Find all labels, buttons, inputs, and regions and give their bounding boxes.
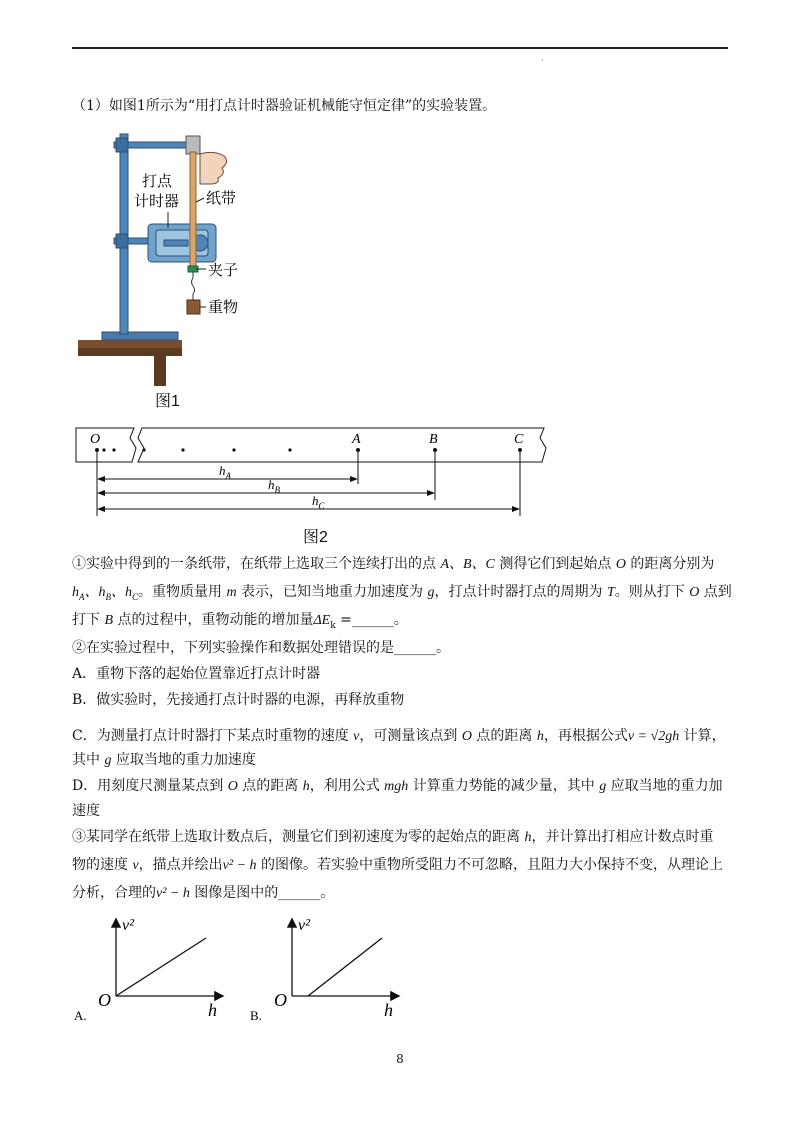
graph-A <box>72 910 232 1026</box>
label-timer-1: 打点 <box>142 172 173 190</box>
label-weight: 重物 <box>208 298 239 316</box>
label-hA: $h_A$ <box>219 463 231 481</box>
mid-clamp <box>116 234 128 248</box>
tape-dot <box>102 448 105 451</box>
paper-tape <box>190 152 196 268</box>
graph-B-line <box>308 938 382 996</box>
hand <box>200 152 227 184</box>
top-clip <box>186 136 200 154</box>
q1-line3: 打下 B 点的过程中，重物动能的增加量$\Delta E_k$ =______。 <box>72 612 408 631</box>
intro-text: （1）如图1所示为“用打点计时器验证机械能守恒定律”的实验装置。 <box>72 98 497 114</box>
tape-right-piece <box>138 428 546 462</box>
fig1-caption: 图1 <box>155 393 180 410</box>
tape-dot <box>232 448 235 451</box>
table-leg <box>154 356 166 386</box>
graph-B-xlabel: h <box>384 1000 393 1020</box>
graph-A-xlabel: h <box>208 1000 217 1020</box>
dot-A <box>356 448 360 452</box>
label-O: O <box>90 432 101 447</box>
tape-dot <box>181 448 184 451</box>
timer-coil <box>164 240 188 246</box>
q1-line2: $h_A$、$h_B$、$h_C$。重物质量用 m 表示，已知当地重力加速度为 g，打点计时器打点的周期为 T。则从打下 O 点到 <box>72 584 732 602</box>
graph-B-origin: O <box>274 990 287 1010</box>
graph-A-line <box>116 938 206 996</box>
dot-O <box>95 448 99 452</box>
hook <box>192 278 195 294</box>
fig2-caption: 图2 <box>303 529 328 546</box>
q2-option-B: B．做实验时，先接通打点计时器的电源，再释放重物 <box>72 692 405 708</box>
q2-option-C-line2: 其中 g 应取当地的重力加速度 <box>72 752 256 768</box>
q3-line3: 分析，合理的v² − h 图像是图中的______。 <box>72 885 335 901</box>
label-A: A <box>352 432 361 447</box>
tape-dot <box>288 448 291 451</box>
table-top <box>78 340 182 348</box>
graph-A-option: A. <box>74 1008 87 1023</box>
q2-option-C-line1: C．为测量打点计时器打下某点时重物的速度 v，可测量该点到 O 点的距离 h，再根据公式v = √2gh 计算， <box>72 728 726 744</box>
label-C: C <box>514 432 524 447</box>
dot-C <box>518 448 522 452</box>
q2-option-D-line1: D．用刻度尺测量某点到 O 点的距离 h，利用公式 mgh 计算重力势能的减少量，其中 g 应取当地的重力加 <box>72 778 723 794</box>
tape-dot <box>112 448 115 451</box>
table-edge <box>78 348 182 356</box>
graph-A-origin: O <box>98 990 111 1010</box>
q1-line1: ①实验中得到的一条纸带，在纸带上选取三个连续打出的点 A、B、C 测得它们到起始点 O 的距离分别为 <box>72 556 715 572</box>
apparatus-figure <box>72 128 272 388</box>
weight <box>187 300 200 314</box>
tape-dot <box>142 448 145 451</box>
label-clip: 夹子 <box>208 261 239 279</box>
label-hC: $h_C$ <box>312 493 325 511</box>
header-dot: · <box>541 56 544 65</box>
tape-left-piece <box>76 428 136 462</box>
graph-B-option: B. <box>250 1008 262 1023</box>
graph-B <box>248 910 408 1026</box>
stand-base <box>102 332 178 340</box>
dot-B <box>433 448 437 452</box>
graph-B-ylabel: v² <box>298 917 310 934</box>
header-rule <box>72 47 728 49</box>
label-timer-2: 计时器 <box>134 192 180 210</box>
q2-option-A: A．重物下落的起始位置靠近打点计时器 <box>72 666 321 682</box>
page-number: 8 <box>396 1052 404 1066</box>
tape-figure <box>72 424 552 524</box>
q3-line2: 物的速度 v，描点并绘出v² − h 的图像。若实验中重物所受阻力不可忽略，且阻力大小保持不变，从理论上 <box>72 857 723 873</box>
top-clamp <box>116 138 128 152</box>
q2-stem: ②在实验过程中，下列实验操作和数据处理错误的是______。 <box>72 640 450 656</box>
label-B: B <box>429 432 438 447</box>
graph-A-ylabel: v² <box>122 917 134 934</box>
label-hB: $h_B$ <box>268 477 280 495</box>
q3-line1: ③某同学在纸带上选取计数点后，测量它们到初速度为零的起始点的距离 h，并计算出打相应计数点时重 <box>72 829 714 845</box>
label-tape: 纸带 <box>206 189 237 207</box>
q2-option-D-line2: 速度 <box>72 803 100 819</box>
